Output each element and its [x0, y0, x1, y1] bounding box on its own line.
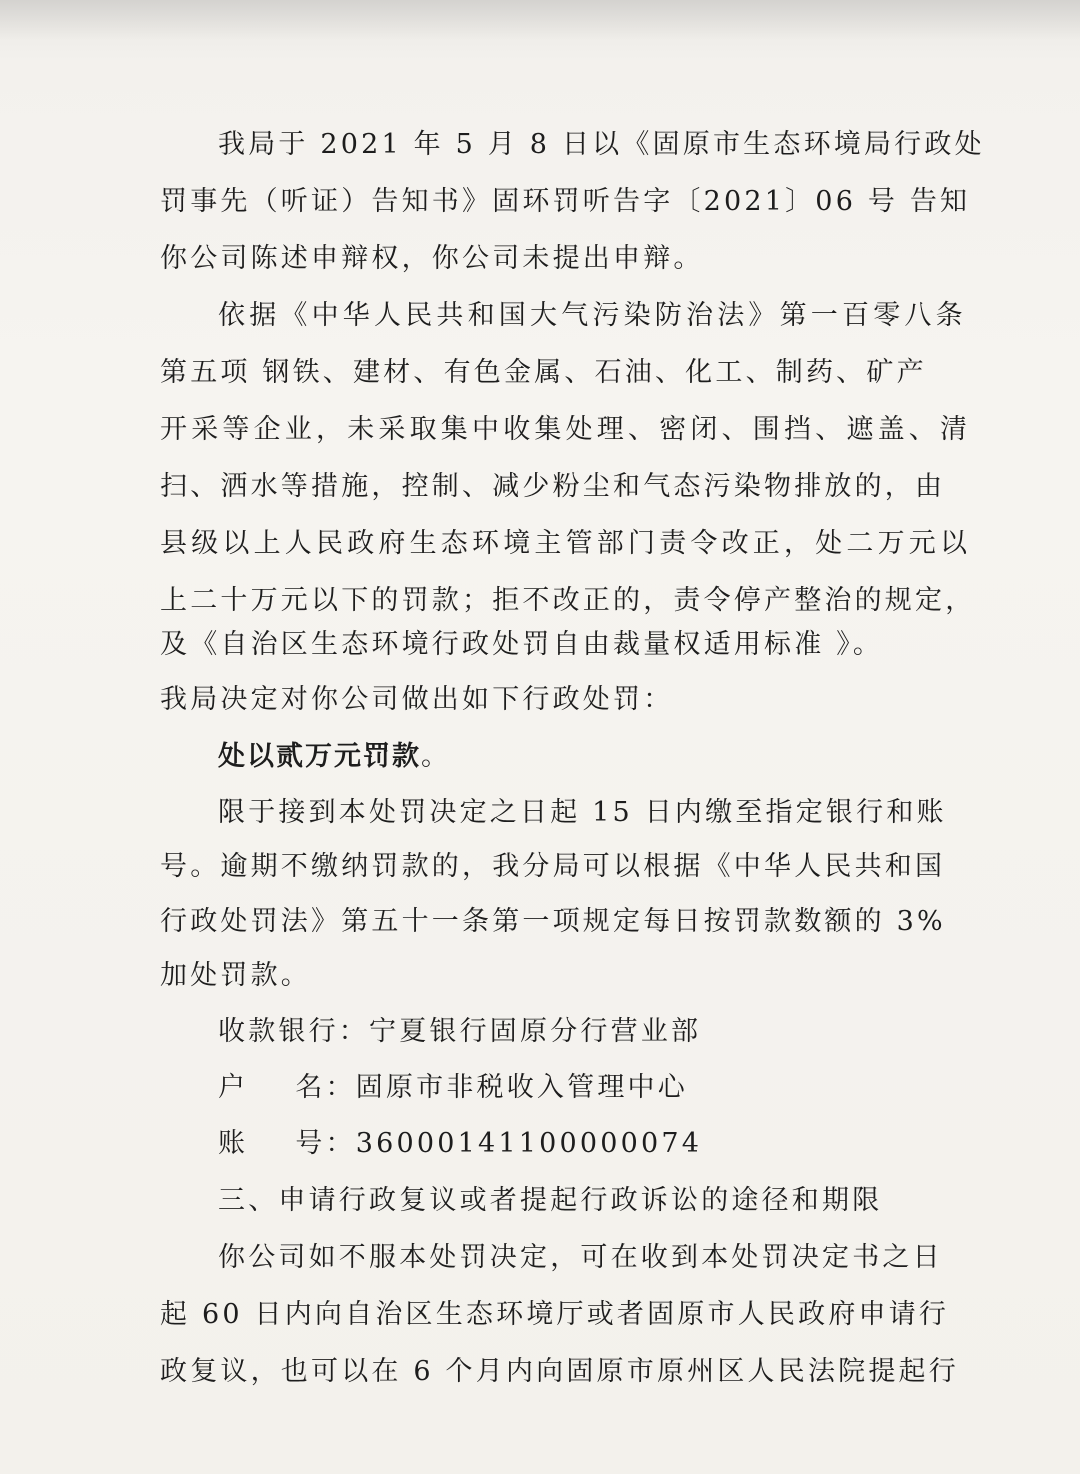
section-three-line-2: 起 60 日内向自治区生态环境厅或者固原市人民政府申请行 [160, 1299, 950, 1330]
account-number-row [218, 1124, 702, 1164]
page-top-shadow [0, 0, 1080, 40]
paragraph-4-line-4: 加处罚款。 [160, 960, 311, 991]
paragraph-3-line-1: 我局决定对你公司做出如下行政处罚： [160, 684, 674, 715]
penalty-amount: 处以贰万元罚款 [218, 741, 421, 772]
section-three-line-1: 你公司如不服本处罚决定，可在收到本处罚决定书之日 [218, 1242, 943, 1273]
paragraph-2-line-2: 第五项 钢铁、建材、有色金属、石油、化工、制药、矿产 [160, 357, 927, 388]
bank-label: 收款银行： [218, 1016, 369, 1047]
paragraph-4-line-2: 号。逾期不缴纳罚款的，我分局可以根据《中华人民共和国 [160, 851, 946, 882]
account-name-value: 固原市非税收入管理中心 [355, 1072, 688, 1103]
penalty-statement [218, 737, 451, 777]
paragraph-4-line-1: 限于接到本处罚决定之日起 15 日内缴至指定银行和账 [218, 797, 947, 828]
paragraph-2-line-4: 扫、洒水等措施，控制、减少粉尘和气态污染物排放的，由 [160, 471, 946, 502]
paragraph-4-line-3: 行政处罚法》第五十一条第一项规定每日按罚款数额的 3% [160, 906, 946, 937]
paragraph-1-line-2: 罚事先（听证）告知书》固环罚听告字〔2021〕06 号 告知 [160, 186, 971, 217]
account-name-label: 户 名： [218, 1072, 356, 1103]
bank-row [218, 1012, 701, 1052]
paragraph-2-line-5: 县级以上人民政府生态环境主管部门责令改正，处二万元以 [160, 528, 972, 559]
paragraph-2-line-3: 开采等企业，未采取集中收集处理、密闭、围挡、遮盖、清 [160, 414, 972, 445]
paragraph-2-line-1: 依据《中华人民共和国大气污染防治法》第一百零八条 [218, 300, 967, 331]
section-three-line-3: 政复议，也可以在 6 个月内向固原市原州区人民法院提起行 [160, 1356, 959, 1387]
paragraph-2-line-6: 上二十万元以下的罚款；拒不改正的，责令停产整治的规定， [160, 585, 976, 616]
account-number-value: 36000141100000074 [355, 1128, 703, 1159]
penalty-period: 。 [421, 741, 452, 772]
paragraph-1-line-3: 你公司陈述申辩权，你公司未提出申辩。 [160, 243, 704, 274]
account-number-label: 账 号： [218, 1128, 356, 1159]
section-three-heading: 三、申请行政复议或者提起行政诉讼的途径和期限 [218, 1185, 883, 1216]
paragraph-2-line-7: 及《自治区生态环境行政处罚自由裁量权适用标准 》。 [160, 629, 884, 660]
account-name-row [218, 1068, 688, 1108]
paragraph-1-line-1: 我局于 2021 年 5 月 8 日以《固原市生态环境局行政处 [218, 129, 985, 160]
bank-value: 宁夏银行固原分行营业部 [369, 1016, 702, 1047]
